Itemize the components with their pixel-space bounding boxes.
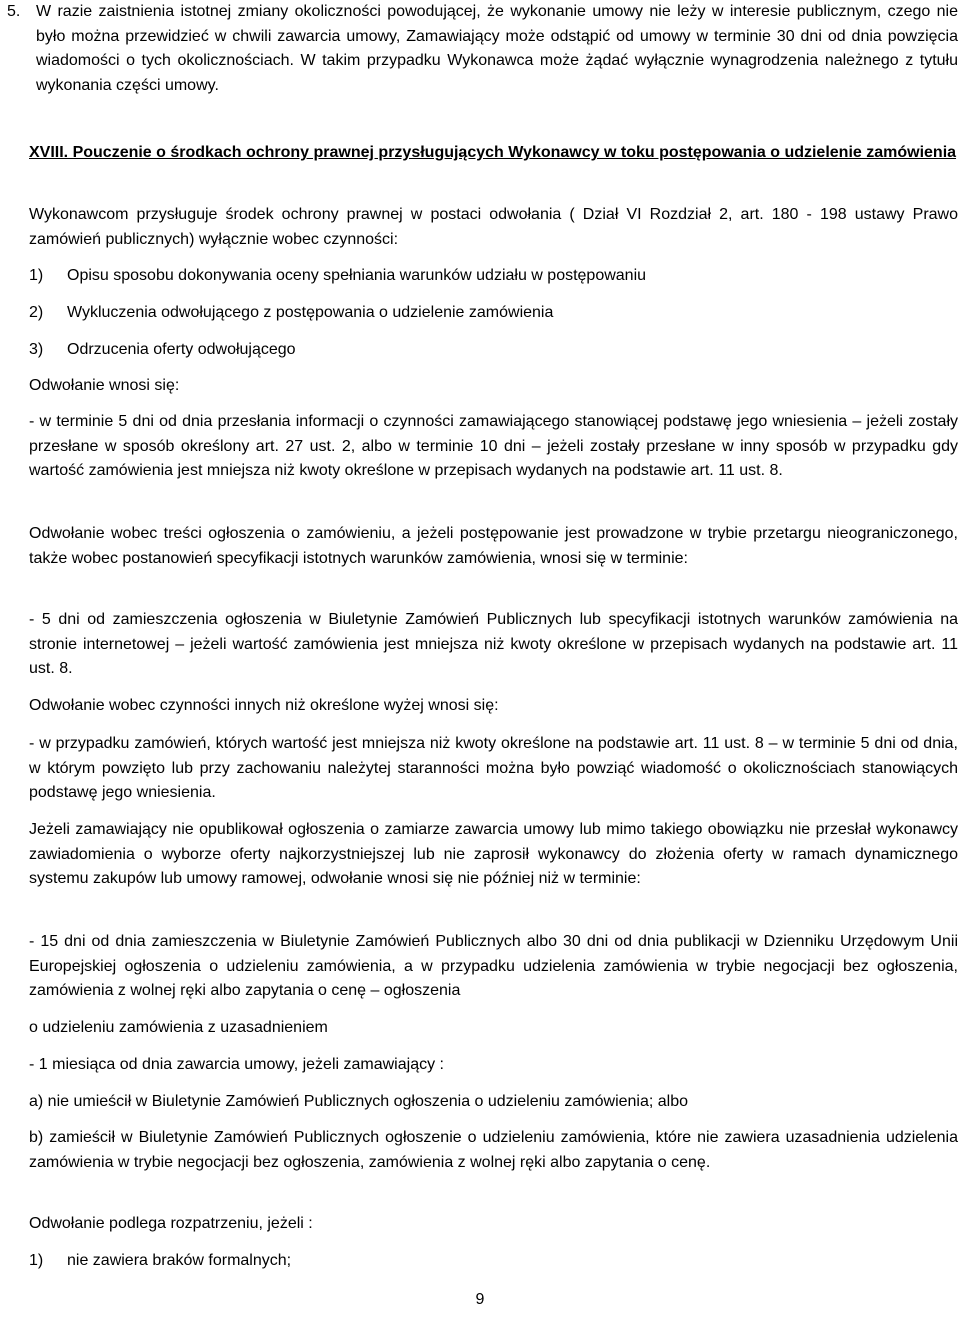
paragraph-wnosi: Odwołanie wnosi się: xyxy=(29,377,180,394)
list-number: 1) xyxy=(29,1252,44,1269)
paragraph-dash-2: - 5 dni od zamieszczenia ogłoszenia w Biuletynie Zamówień Publicznych lub specyfikacji istotnych warunków zamówienia na stronie internetowej – jeżeli wartość zamówienia jest mniejsza niż kwoty określone w przepisach wydanych na podstawie art. 11 ust. 8. xyxy=(29,611,958,677)
item-text: W razie zaistnienia istotnej zmiany okoliczności powodującej, że wykonanie umowy nie leży w interesie publicznym, czego nie było można przewidzieć w chwili zawarcia umowy, Zamawiający może odstąpić od umowy w terminie 30 dni od dnia powzięcia wiadomości o tych okolicznościach. W takim przypadku Wykonawca może żądać wyłącznie wynagrodzenia należnego z tytułu wykonania części umowy. xyxy=(36,3,958,94)
list-number: 2) xyxy=(29,304,44,321)
paragraph-dash-1: - w terminie 5 dni od dnia przesłania informacji o czynności zamawiającego stanowiącej podstawę jego wniesienia – jeżeli zostały przesłane w sposób określony art. 27 ust. 2, albo w terminie 10 dni – jeżeli zostały przesłane w inny sposób w przypadku gdy wartość zamówienia jest mniejsza niż kwoty określone w przepisach wydanych na podstawie art. 11 ust. 8. xyxy=(29,413,958,479)
list-item-3 xyxy=(29,338,958,363)
paragraph-b: b) zamieścił w Biuletynie Zamówień Publicznych ogłoszenie o udzieleniu zamówienia, które nie zawiera uzasadnienia udzielenia zamówienia w trybie negocjacji bez ogłoszenia, zamówienia z wolnej ręki albo zapytania o cenę. xyxy=(29,1129,958,1171)
paragraph-dash-5: - 1 miesiąca od dnia zawarcia umowy, jeżeli zamawiający : xyxy=(29,1056,444,1073)
paragraph-a: a) nie umieścił w Biuletynie Zamówień Publicznych ogłoszenia o udzieleniu zamówienia; albo xyxy=(29,1093,689,1110)
list-text: Opisu sposobu dokonywania oceny spełniania warunków udziału w postępowaniu xyxy=(67,267,647,284)
paragraph-inne: Odwołanie wobec czynności innych niż określone wyżej wnosi się: xyxy=(29,697,499,714)
paragraph-dash-3: - w przypadku zamówień, których wartość jest mniejsza niż kwoty określone na podstawie art. 11 ust. 8 – w terminie 5 dni od dnia, w którym powzięto lub przy zachowaniu należytej staranności można było powziąć wiadomość o okolicznościach stanowiących podstawę jego wniesienia. xyxy=(29,735,958,801)
list-number: 3) xyxy=(29,341,44,358)
section-heading: XVIII. Pouczenie o środkach ochrony prawnej przysługujących Wykonawcy w toku postępowania o udzielenie zamówienia xyxy=(29,144,957,161)
paragraph-item-5 xyxy=(7,0,958,98)
list-item-1 xyxy=(29,264,958,289)
list-text: nie zawiera braków formalnych; xyxy=(67,1252,292,1269)
paragraph-uzasadnienie: o udzieleniu zamówienia z uzasadnieniem xyxy=(29,1019,328,1036)
paragraph-tresc: Odwołanie wobec treści ogłoszenia o zamówieniu, a jeżeli postępowanie jest prowadzone w trybie przetargu nieograniczonego, także wobec postanowień specyfikacji istotnych warunków zamówienia, wnosi się w terminie: xyxy=(29,525,958,567)
list-number: 1) xyxy=(29,267,44,284)
paragraph-podlega: Odwołanie podlega rozpatrzeniu, jeżeli : xyxy=(29,1215,313,1232)
page-number: 9 xyxy=(475,1291,485,1308)
paragraph-intro: Wykonawcom przysługuje środek ochrony prawnej w postaci odwołania ( Dział VI Rozdział 2, art. 180 - 198 ustawy Prawo zamówień publicznych) wyłącznie wobec czynności: xyxy=(29,206,958,248)
paragraph-jezeli: Jeżeli zamawiający nie opublikował ogłoszenia o zamiarze zawarcia umowy lub mimo takiego obowiązku nie przesłał wykonawcy zawiadomienia o wyborze oferty najkorzystniejszej lub nie zaprosił wykonawcy do złożenia oferty w ramach dynamicznego systemu zakupów lub umowy ramowej, odwołanie wnosi się nie później niż w terminie: xyxy=(29,821,958,887)
list-item-last xyxy=(29,1249,958,1274)
list-text: Wykluczenia odwołującego z postępowania o udzielenie zamówienia xyxy=(67,304,554,321)
item-number: 5. xyxy=(7,3,21,20)
list-item-2 xyxy=(29,301,958,326)
paragraph-dash-4: - 15 dni od dnia zamieszczenia w Biuletynie Zamówień Publicznych albo 30 dni od dnia publikacji w Dzienniku Urzędowym Unii Europejskiej ogłoszenia o udzieleniu zamówienia, a w przypadku udzielenia zamówienia w trybie negocjacji bez ogłoszenia, zamówienia z wolnej ręki albo zapytania o cenę – ogłoszenia xyxy=(29,933,958,999)
list-text: Odrzucenia oferty odwołującego xyxy=(67,341,296,358)
